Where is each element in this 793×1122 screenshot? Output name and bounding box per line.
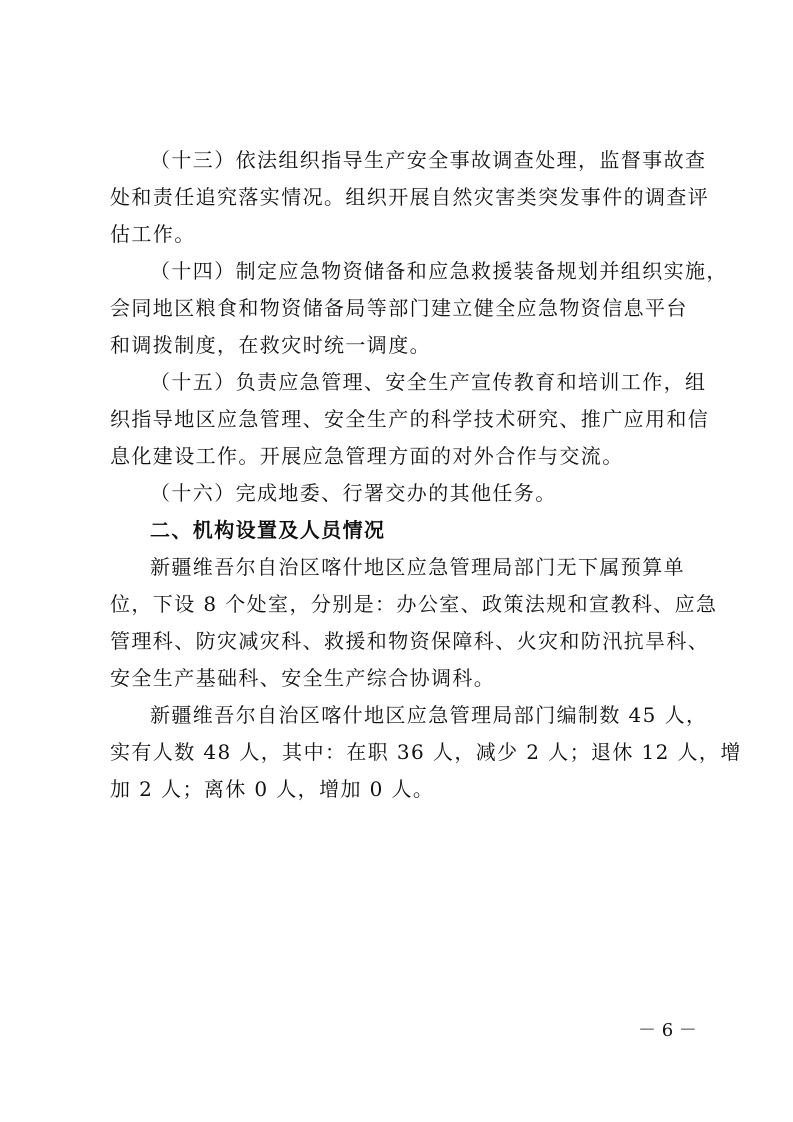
text-line-5: 会同地区粮食和物资储备局等部门建立健全应急物资信息平台: [110, 296, 688, 320]
text-line-18: 加 2 人；离休 0 人，增加 0 人。: [110, 777, 435, 801]
text-line-6: 和调拨制度，在救灾时统一调度。: [110, 333, 431, 357]
text-line-14: 管理科、防灾减灾科、救援和物资保障科、火灾和防汛抗旱科、: [110, 629, 710, 653]
text-line-12: 新疆维吾尔自治区喀什地区应急管理局部门无下属预算单: [150, 555, 685, 579]
text-line-15: 安全生产基础科、安全生产综合协调科。: [110, 666, 496, 690]
text-line-13: 位，下设 8 个处室，分别是：办公室、政策法规和宣教科、应急: [110, 592, 718, 616]
text-line-8: 织指导地区应急管理、安全生产的科学技术研究、推广应用和信: [110, 407, 710, 431]
text-line-7: （十五）负责应急管理、安全生产宣传教育和培训工作，组: [150, 370, 707, 394]
text-line-9: 息化建设工作。开展应急管理方面的对外合作与交流。: [110, 444, 624, 468]
text-line-17: 实有人数 48 人，其中：在职 36 人，减少 2 人；退休 12 人，增: [110, 740, 742, 764]
text-line-16: 新疆维吾尔自治区喀什地区应急管理局部门编制数 45 人，: [150, 703, 708, 727]
section-heading: 二、机构设置及人员情况: [150, 518, 386, 542]
text-line-10: （十六）完成地委、行署交办的其他任务。: [150, 481, 557, 505]
text-line-4: （十四）制定应急物资储备和应急救援装备规划并组织实施，: [150, 259, 728, 283]
text-line-1: （十三）依法组织指导生产安全事故调查处理，监督事故查: [150, 148, 707, 172]
text-line-2: 处和责任追究落实情况。组织开展自然灾害类突发事件的调查评: [110, 185, 710, 209]
page-number: － 6 －: [638, 1020, 697, 1041]
text-line-3: 估工作。: [110, 222, 196, 246]
